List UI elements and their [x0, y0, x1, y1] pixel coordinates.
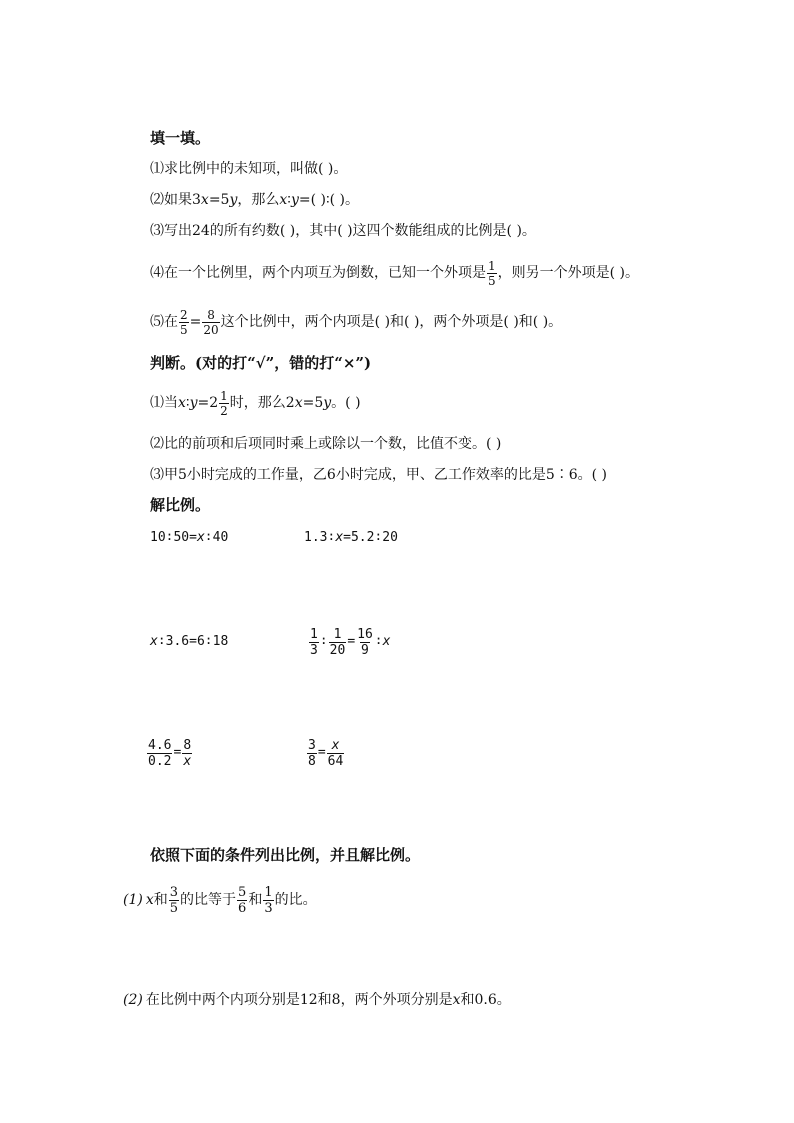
fraction	[327, 739, 345, 768]
j1-text: 。( )	[331, 395, 361, 411]
var-x: x	[279, 192, 288, 208]
q2-text: ，那么	[237, 192, 280, 208]
var-x: x	[196, 530, 205, 545]
var-y: y	[323, 395, 332, 411]
denominator: 8	[308, 753, 316, 769]
numerator: 8	[207, 307, 215, 322]
fraction	[329, 628, 347, 657]
j1-text: 时，那么2	[229, 395, 295, 411]
equals: =	[173, 745, 182, 760]
fraction	[182, 739, 192, 768]
var-y: y	[229, 192, 238, 208]
expr: ∶40	[204, 530, 229, 545]
proportion-3	[150, 633, 228, 651]
fraction	[202, 309, 219, 336]
fraction	[487, 260, 497, 287]
proportion-2	[304, 529, 398, 547]
item-number: (2)	[123, 992, 143, 1008]
expr: ∶3.6=6∶18	[157, 634, 229, 649]
denominator: 2	[220, 403, 228, 418]
question-5	[150, 307, 562, 337]
fraction	[147, 739, 172, 768]
c1-text: 的比等于	[180, 892, 237, 908]
section-title-solve: 解比例。	[150, 496, 211, 514]
denominator: 0.2	[148, 753, 172, 769]
c2-text: 和0.6。	[460, 992, 511, 1008]
denominator: 5	[488, 273, 496, 288]
numerator: 2	[180, 307, 188, 322]
denominator: 9	[361, 642, 369, 658]
q4-text: ，则另一个外项是( )。	[497, 265, 640, 281]
c1-text: 和	[153, 892, 168, 908]
q2-text: ⑵如果3	[150, 192, 201, 208]
denominator: 20	[203, 322, 219, 337]
q5-text: ⑸在	[150, 314, 178, 330]
expr: 10∶50=	[150, 530, 197, 545]
denominator: 64	[327, 753, 344, 769]
judge-1	[150, 388, 361, 418]
var-x: x	[294, 395, 303, 411]
q4-text: ⑷在一个比例里，两个内项互为倒数，已知一个外项是	[150, 265, 486, 281]
colon: ∶	[319, 634, 328, 649]
denominator: 5	[169, 900, 179, 916]
item-number: (1)	[123, 892, 143, 908]
judge-3: ⑶甲5小时完成的工作量，乙6小时完成，甲、乙工作效率的比是5∶6。( )	[150, 467, 608, 483]
denominator: 5	[180, 322, 188, 337]
var-x: x	[145, 892, 154, 908]
q2-text: =( )∶( )。	[298, 192, 359, 208]
fraction	[263, 886, 273, 915]
numerator: 3	[308, 737, 316, 753]
fraction	[169, 886, 179, 915]
denominator: 6	[238, 900, 247, 916]
var-x: x	[452, 992, 461, 1008]
section-title-judge: 判断。(对的打“√”，错的打“×”)	[150, 354, 372, 372]
equals: =	[189, 314, 202, 330]
colon: ∶	[374, 634, 383, 649]
equals: =	[347, 634, 356, 649]
denominator: x	[183, 753, 192, 769]
proportion-4	[308, 622, 390, 662]
numerator: 16	[357, 626, 373, 642]
numerator: 1	[310, 626, 318, 642]
fraction	[237, 886, 247, 915]
fraction	[179, 309, 189, 336]
numerator: 1	[220, 388, 228, 403]
numerator: 8	[183, 737, 192, 753]
fraction	[309, 628, 319, 657]
section-title-fill-in: 填一填。	[150, 129, 211, 147]
fraction	[219, 390, 229, 417]
denominator: 20	[329, 642, 346, 658]
numerator: 1	[333, 626, 342, 642]
numerator: 3	[169, 884, 179, 900]
question-3: ⑶写出24的所有约数( )，其中( )这四个数能组成的比例是( )。	[150, 223, 536, 239]
numerator: 1	[264, 884, 273, 900]
expr: 1.3∶	[304, 530, 336, 545]
c2-text: 在比例中两个内项分别是12和8，两个外项分别是	[145, 992, 453, 1008]
judge-2: ⑵比的前项和后项同时乘上或除以一个数，比值不变。( )	[150, 436, 502, 452]
c1-text: 的比。	[274, 892, 317, 908]
q5-text: 这个比例中，两个内项是( )和( )，两个外项是( )和( )。	[220, 314, 563, 330]
numerator: x	[331, 737, 340, 753]
var-x: x	[335, 530, 344, 545]
colon: ∶	[287, 192, 291, 208]
proportion-5	[146, 733, 193, 773]
numerator: 1	[488, 258, 496, 273]
var-y: y	[290, 192, 299, 208]
equals: =	[317, 745, 326, 760]
denominator: 3	[310, 642, 318, 658]
question-4	[150, 258, 639, 288]
fraction	[356, 628, 374, 657]
expr: =5.2∶20	[343, 530, 398, 545]
condition-1	[123, 880, 317, 920]
colon: ∶	[185, 395, 190, 411]
j1-text: =5	[302, 395, 324, 411]
fraction	[307, 739, 317, 768]
proportion-1	[150, 529, 228, 547]
j1-text: ⑴当	[150, 395, 178, 411]
section-title-write-proportion: 依照下面的条件列出比例，并且解比例。	[150, 846, 421, 864]
var-x: x	[150, 634, 158, 649]
c1-text: 和	[248, 892, 263, 908]
numerator: 4.6	[148, 737, 172, 753]
var-y: y	[189, 395, 198, 411]
numerator: 5	[238, 884, 247, 900]
question-2	[150, 191, 359, 209]
proportion-6	[306, 733, 345, 773]
question-1: ⑴求比例中的未知项，叫做( )。	[150, 161, 348, 177]
var-x: x	[382, 634, 391, 649]
var-x: x	[200, 192, 209, 208]
condition-2	[123, 991, 511, 1009]
q2-text: =5	[208, 192, 230, 208]
denominator: 3	[264, 900, 273, 916]
j1-text: =2	[197, 395, 219, 411]
var-x: x	[178, 395, 186, 411]
